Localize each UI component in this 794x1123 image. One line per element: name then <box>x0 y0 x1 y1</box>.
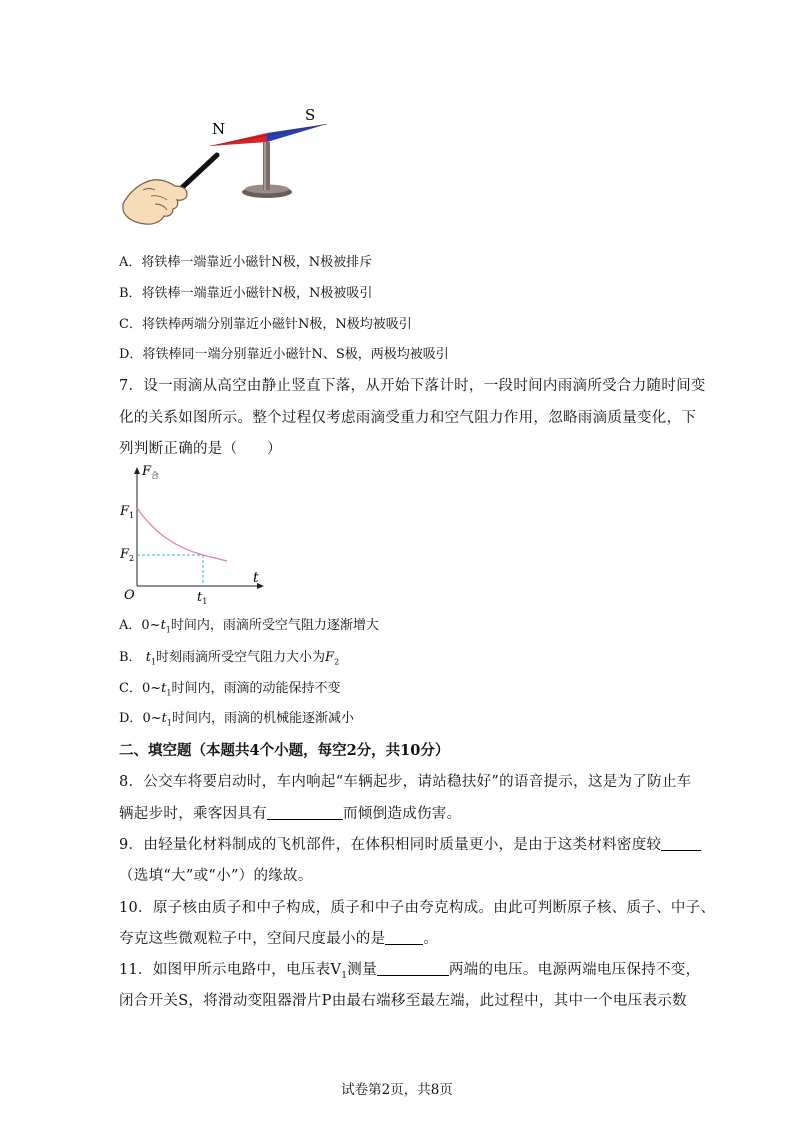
q9-line-1: 9．由轻量化材料制成的飞机部件，在体积相同时质量更小，是由于这类材料密度较 <box>119 833 701 854</box>
q6-option-b: B．将铁棒一端靠近小磁针N极，N极被吸引 <box>119 286 373 301</box>
y-axis-label: $F_合$ <box>142 464 160 480</box>
q6-option-d: D．将铁棒同一端分别靠近小磁针N、S极，两极均被吸引 <box>119 347 449 362</box>
section-2-heading: 二、填空题（本题共4个小题，每空2分，共10分） <box>119 742 450 759</box>
q10-line-1: 10．原子核由质子和中子构成，质子和中子由夸克构成。由此可判断原子核、质子、中子、 <box>119 900 716 916</box>
q7-stem-line-1: 7．设一雨滴从高空由静止竖直下落，从开始下落计时，一段时间内雨滴所受合力随时间变 <box>119 378 706 394</box>
q8-answer-blank[interactable] <box>267 805 343 820</box>
q7-option-c: C．$0\sim t_1$时间内，雨滴的动能保持不变 <box>119 681 341 698</box>
q7-option-a: A．$0\sim t_1$时间内，雨滴所受空气阻力逐渐增大 <box>119 618 379 635</box>
q8-line-1: 8．公交车将要启动时，车内响起“车辆起步，请站稳扶好”的语音提示，这是为了防止车 <box>119 774 692 790</box>
hand-icon <box>123 180 187 224</box>
force-curve <box>137 508 227 561</box>
q10-line-2: 夸克这些微观粒子中，空间尺度最小的是 。 <box>119 931 439 947</box>
south-label: S <box>305 106 316 124</box>
page-footer: 试卷第2页，共8页 <box>341 1082 453 1098</box>
q11-answer-blank[interactable] <box>377 961 449 976</box>
q9-answer-blank[interactable] <box>661 836 701 851</box>
magnet-figure <box>115 100 345 235</box>
t1-label: $t_1$ <box>197 590 208 606</box>
q11-line-2: 闭合开关S，将滑动变阻器滑片P由最右端移至最左端，此过程中，其中一个电压表示数 <box>119 993 687 1009</box>
f1-label: $F_1$ <box>120 504 135 520</box>
x-axis-label: t <box>253 570 259 586</box>
q9-line-2: （选填“大”或“小”）的缘故。 <box>119 868 313 884</box>
f2-label: $F_2$ <box>120 547 135 563</box>
q7-stem-line-3: 列判断正确的是（ ） <box>119 441 282 457</box>
north-label: N <box>212 120 226 138</box>
needle-south <box>267 124 327 142</box>
q7-stem-line-2: 化的关系如图所示。整个过程仅考虑雨滴受重力和空气阻力作用，忽略雨滴质量变化，下 <box>119 410 697 426</box>
q10-answer-blank[interactable] <box>385 930 423 945</box>
q7-option-b: B． $t_1$时刻雨滴所受空气阻力大小为$F_2$ <box>119 650 340 667</box>
q6-option-c: C．将铁棒两端分别靠近小磁针N极，N极均被吸引 <box>119 317 412 332</box>
origin-label: O <box>124 588 135 603</box>
q6-option-a: A．将铁棒一端靠近小磁针N极，N极被排斥 <box>119 255 373 270</box>
force-time-graph <box>115 458 275 608</box>
q8-line-2: 辆起步时，乘客因具有 而倾倒造成伤害。 <box>119 806 462 822</box>
q11-line-1: 11．如图甲所示电路中，电压表$V_1$测量 两端的电压。电源两端电压保持不变， <box>119 962 701 981</box>
q7-option-d: D．$0\sim t_1$时间内，雨滴的机械能逐渐减小 <box>119 711 354 728</box>
